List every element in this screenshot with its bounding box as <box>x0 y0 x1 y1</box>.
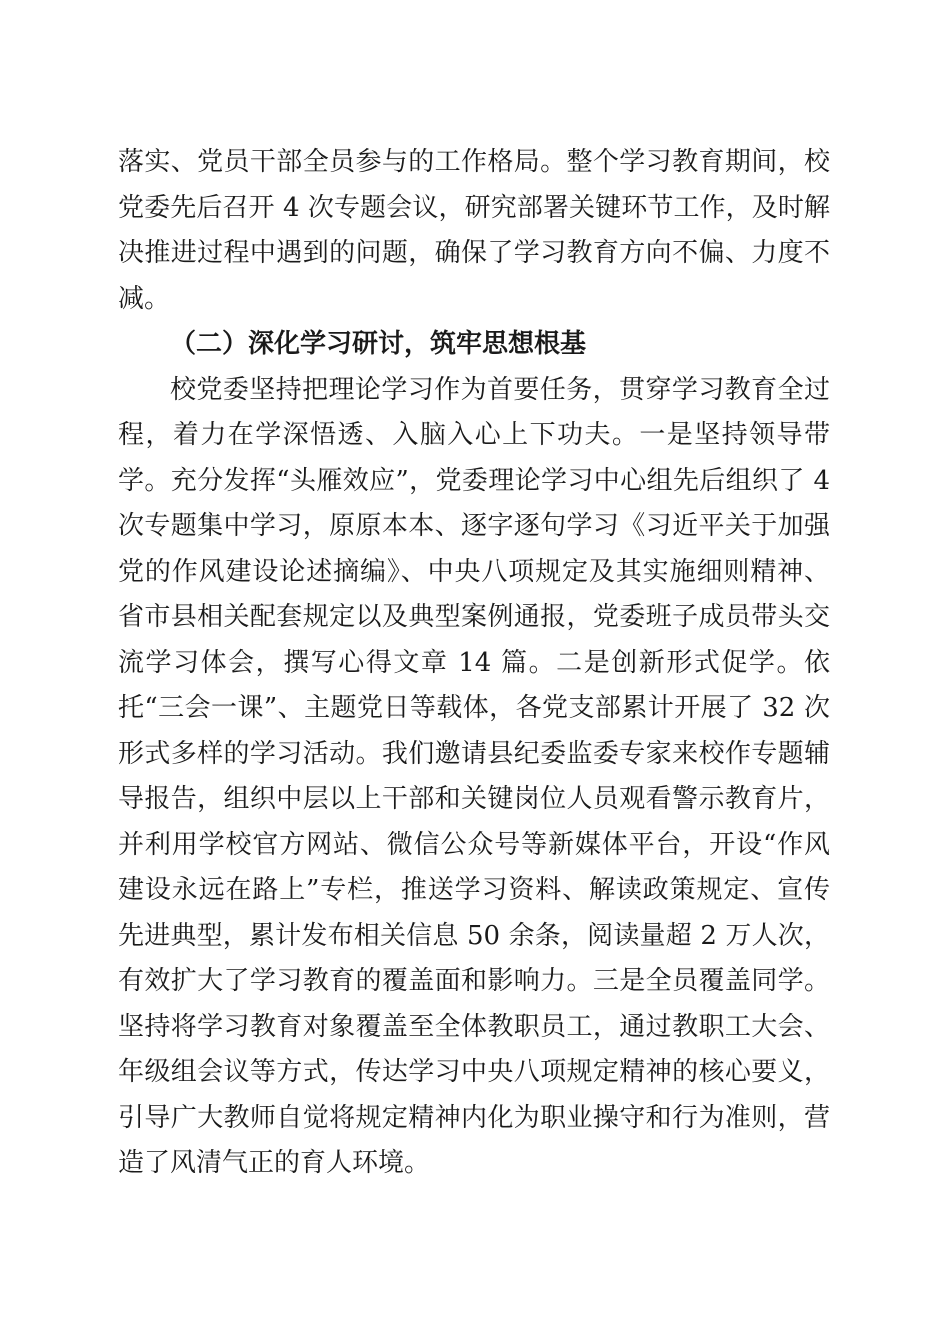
document-body <box>118 140 830 1187</box>
section-heading-2: （二）深化学习研讨，筑牢思想根基 <box>170 329 587 359</box>
paragraph-study-discussion: 校党委坚持把理论学习作为首要任务，贯穿学习教育全过程，着力在学深悟透、入脑入心上下功夫。一是坚持领导带学。充分发挥“头雁效应”，党委理论学习中心组先后组织了 4 次专题集中学习，原原本本、逐字逐句学习《习近平关于加强党的作风建设论述摘编》、中央八项规定及其实施细则精神、省市县相关配套规定以及典型案例通报，党委班子成员带头交流学习体会，撰写心得文章 14 篇。二是创新形式促学。依托“三会一课”、主题党日等载体，各党支部累计开展了 32 次形式多样的学习活动。我们邀请县纪委监委专家来校作专题辅导报告，组织中层以上干部和关键岗位人员观看警示教育片，并利用学校官方网站、微信公众号等新媒体平台，开设“作风建设永远在路上”专栏，推送学习资料、解读政策规定、宣传先进典型，累计发布相关信息 50 余条，阅读量超 2 万人次，有效扩大了学习教育的覆盖面和影响力。三是全员覆盖同学。坚持将学习教育对象覆盖至全体教职员工，通过教职工大会、年级组会议等方式，传达学习中央八项规定精神的核心要义，引导广大教师自觉将规定精神内化为职业操守和行为准则，营造了风清气正的育人环境。 <box>118 374 830 1178</box>
paragraph-continuation: 落实、党员干部全员参与的工作格局。整个学习教育期间，校党委先后召开 4 次专题会议，研究部署关键环节工作，及时解决推进过程中遇到的问题，确保了学习教育方向不偏、力度不减。 <box>118 147 830 314</box>
